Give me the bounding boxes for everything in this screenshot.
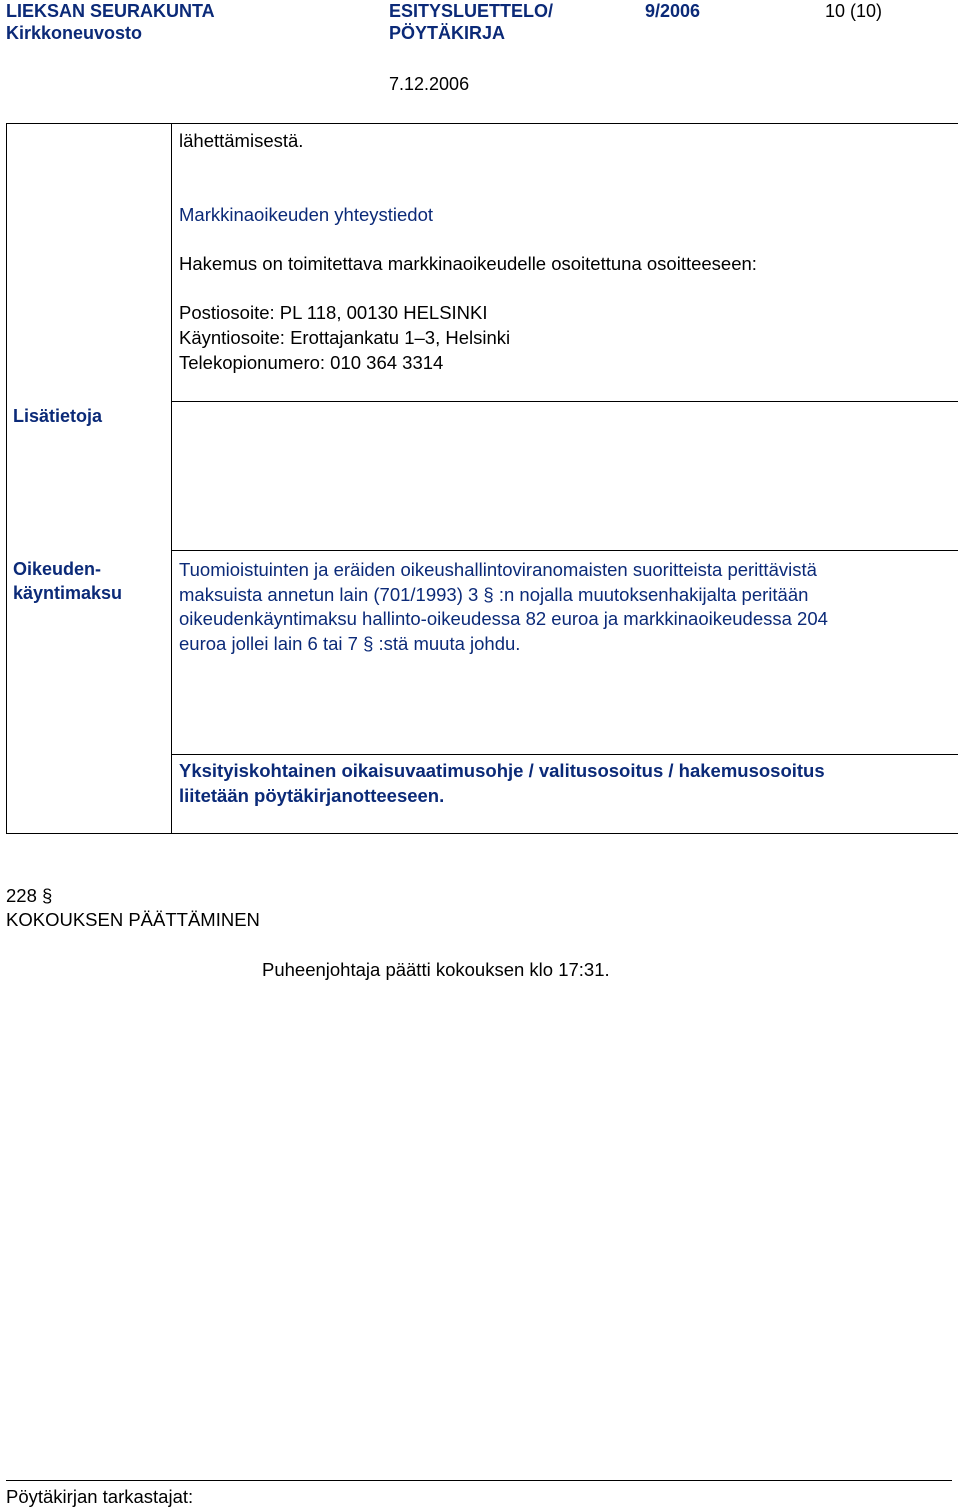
item-number: 228 § [6, 885, 53, 906]
table-bottom-border [6, 833, 958, 834]
contact-instruction: Hakemus on toimitettava markkinaoikeudelle osoitettuna osoitteeseen: [179, 253, 757, 274]
contact-heading: Markkinaoikeuden yhteystiedot [179, 204, 434, 225]
meeting-date: 7.12.2006 [389, 74, 470, 94]
footer-rule [6, 1480, 952, 1481]
body-name: Kirkkoneuvosto [6, 23, 143, 43]
org-name: LIEKSAN SEURAKUNTA [6, 1, 215, 21]
table-column-divider [171, 123, 172, 833]
doc-type-line1: ESITYSLUETTELO/ [389, 1, 554, 21]
item-text: Puheenjohtaja päätti kokouksen klo 17:31. [262, 959, 610, 980]
row-divider-2 [171, 550, 958, 551]
appendix-line1: Yksityiskohtainen oikaisuvaatimusohje / valitusosoitus / hakemusosoitus [179, 760, 825, 781]
fee-text-line: maksuista annetun lain (701/1993) 3 § :n nojalla muutoksenhakijalta peritään [179, 584, 809, 605]
fee-text-line: Tuomioistuinten ja eräiden oikeushallintoviranomaisten suoritteista perittävistä [179, 559, 817, 580]
additional-info-label: Lisätietoja [13, 406, 103, 426]
page-number: 10 (10) [825, 1, 883, 21]
fee-text-line: oikeudenkäyntimaksu hallinto-oikeudessa 82 euroa ja markkinaoikeudessa 204 [179, 608, 828, 629]
appendix-line2: liitetään pöytäkirjanotteeseen. [179, 785, 445, 806]
fee-text-line: euroa jollei lain 6 tai 7 § :stä muuta johdu. [179, 633, 521, 654]
reviewers-label: Pöytäkirjan tarkastajat: [6, 1486, 194, 1507]
visiting-address: Käyntiosoite: Erottajankatu 1–3, Helsinki [179, 327, 511, 348]
item-title: KOKOUKSEN PÄÄTTÄMINEN [6, 909, 260, 930]
table-top-border [6, 123, 958, 124]
intro-tail: lähettämisestä. [179, 130, 304, 151]
meeting-number: 9/2006 [645, 1, 701, 21]
postal-address: Postiosoite: PL 118, 00130 HELSINKI [179, 302, 488, 323]
fee-label-line2: käyntimaksu [13, 583, 123, 603]
row-divider-1 [171, 401, 958, 402]
fee-label-line1: Oikeuden- [13, 559, 102, 579]
table-left-border [6, 123, 7, 833]
row-divider-3 [171, 754, 958, 755]
doc-type-line2: PÖYTÄKIRJA [389, 23, 506, 43]
fax-number: Telekopionumero: 010 364 3314 [179, 352, 444, 373]
